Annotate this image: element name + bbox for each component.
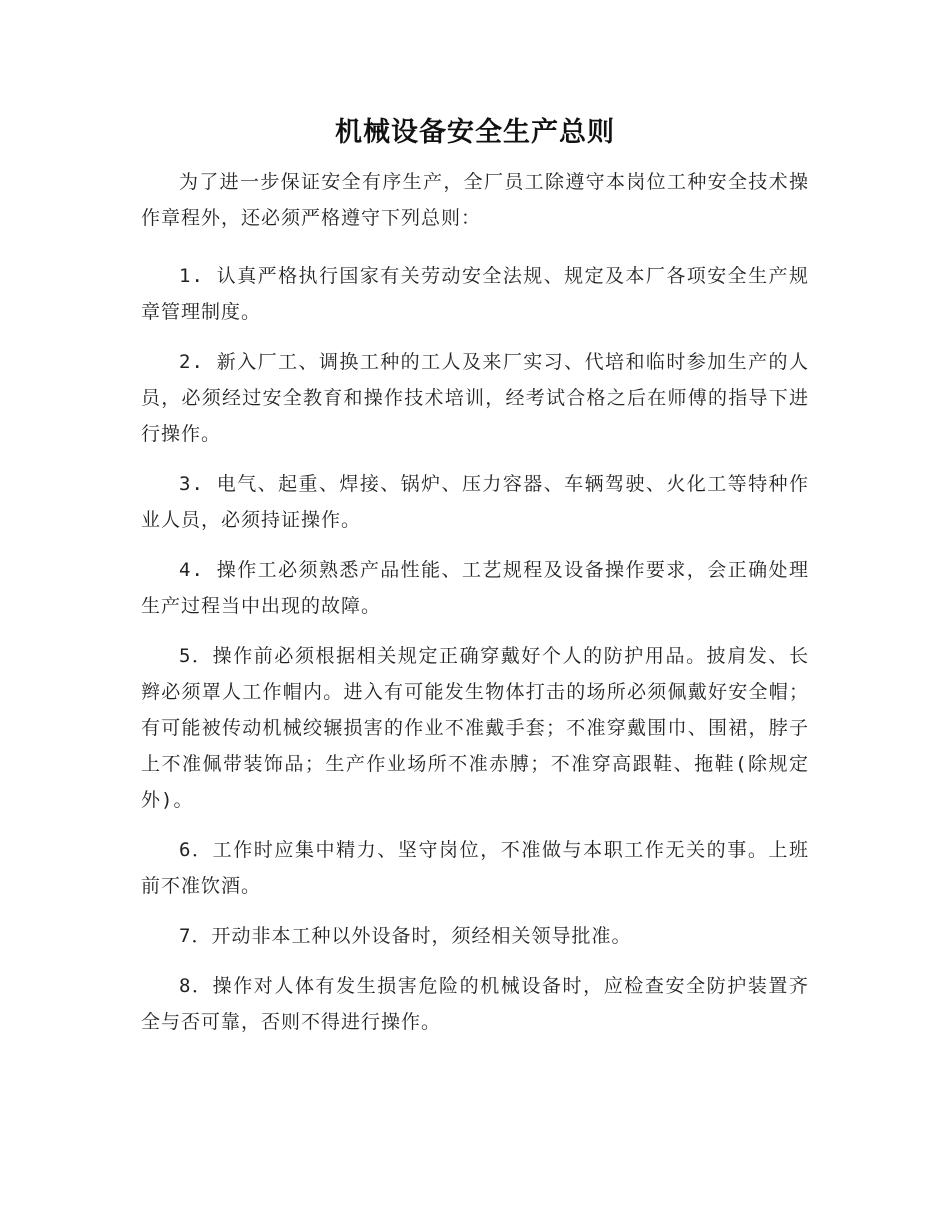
rule-item-7: 7．开动非本工种以外设备时，须经相关领导批准。: [179, 925, 632, 947]
intro-paragraph: 为了进一步保证安全有序生产，全厂员工除遵守本岗位工种安全技术操作章程外，还必须严格遵守下列总则：: [141, 171, 809, 229]
document-body: [141, 112, 809, 1054]
document-title: 机械设备安全生产总则: [335, 117, 615, 148]
rule-item-3: 3. 电气、起重、焊接、锅炉、压力容器、车辆驾驶、火化工等特种作业人员，必须持证操作。: [141, 473, 809, 531]
rule-item-6: 6．工作时应集中精力、坚守岗位，不准做与本职工作无关的事。上班前不准饮酒。: [141, 839, 809, 897]
rule-item-1: 1. 认真严格执行国家有关劳动安全法规、规定及本厂各项安全生产规章管理制度。: [141, 265, 809, 323]
rule-item-4: 4. 操作工必须熟悉产品性能、工艺规程及设备操作要求，会正确处理生产过程当中出现的故障。: [141, 559, 809, 617]
rule-item-8: 8．操作对人体有发生损害危险的机械设备时，应检查安全防护装置齐全与否可靠，否则不得进行操作。: [141, 975, 809, 1033]
rule-item-5: 5．操作前必须根据相关规定正确穿戴好个人的防护用品。披肩发、长辫必须罩人工作帽内。进入有可能发生物体打击的场所必须佩戴好安全帽；有可能被传动机械绞辗损害的作业不准戴手套；不准穿戴围巾、围裙，脖子上不准佩带装饰品；生产作业场所不准赤膊；不准穿高跟鞋、拖鞋(除规定外)。: [141, 645, 809, 811]
rule-item-2: 2. 新入厂工、调换工种的工人及来厂实习、代培和临时参加生产的人员，必须经过安全教育和操作技术培训，经考试合格之后在师傅的指导下进行操作。: [141, 351, 809, 445]
